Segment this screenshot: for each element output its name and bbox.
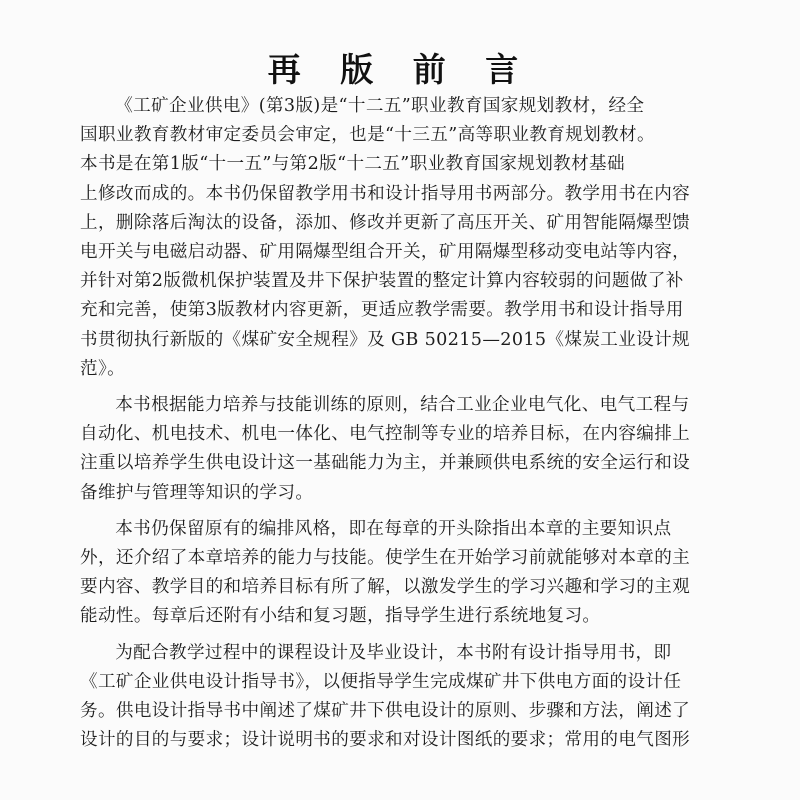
paragraph-4 <box>80 639 740 756</box>
text-line: 自动化、机电技术、机电一体化、电气控制等专业的培养目标，在内容编排上 <box>80 424 691 445</box>
text-line: 要内容、教学目的和培养目标有所了解，以激发学生的学习兴趣和学习的主观 <box>80 577 691 598</box>
text-line: 《工矿企业供电》(第3版)是“十二五”职业教育国家规划教材，经全 <box>115 96 645 116</box>
text-line: 设计的目的与要求；设计说明书的要求和对设计图纸的要求；常用的电气图形 <box>80 730 691 751</box>
text-line: 国职业教育教材审定委员会审定，也是“十三五”高等职业教育规划教材。 <box>80 125 655 146</box>
text-line: 上修改而成的。本书仍保留教学用书和设计指导用书两部分。教学用书在内容 <box>80 183 691 204</box>
paragraph-2 <box>80 391 740 508</box>
text-line: 《工矿企业供电设计指导书》，以便指导学生完成煤矿井下供电方面的设计任 <box>80 671 682 692</box>
text-line: 并针对第2版微机保护装置及井下保护装置的整定计算内容较弱的问题做了补 <box>80 271 684 292</box>
page-title: 再 版 前 言 <box>267 50 533 90</box>
paragraph-3 <box>80 515 740 632</box>
paragraph-1 <box>80 92 740 384</box>
text-line: 备维护与管理等知识的学习。 <box>80 482 314 503</box>
text-line: 务。供电设计指导书中阐述了煤矿井下供电设计的原则、步骤和方法，阐述了 <box>80 701 691 722</box>
text-line: 能动性。每章后还附有小结和复习题，指导学生进行系统地复习。 <box>80 606 601 627</box>
text-line: 本书是在第1版“十一五”与第2版“十二五”职业教育国家规划教材基础 <box>80 154 625 175</box>
text-line: 注重以培养学生供电设计这一基础能力为主，并兼顾供电系统的安全运行和设 <box>80 453 691 474</box>
text-line: 为配合教学过程中的课程设计及毕业设计，本书附有设计指导用书，即 <box>115 642 672 663</box>
text-line: 范》。 <box>80 358 126 379</box>
preface-body <box>80 92 740 762</box>
text-line: 充和完善，使第3版教材内容更新，更适应教学需要。教学用书和设计指导用 <box>80 300 684 321</box>
text-line: 上，删除落后淘汰的设备，添加、修改并更新了高压开关、矿用智能隔爆型馈 <box>80 212 691 233</box>
text-line: 本书仍保留原有的编排风格，即在每章的开头除指出本章的主要知识点 <box>115 518 672 539</box>
text-line: 书贯彻执行新版的《煤矿安全规程》及 GB 50215—2015《煤炭工业设计规 <box>80 329 691 350</box>
text-line: 电开关与电磁启动器、矿用隔爆型组合开关，矿用隔爆型移动变电站等内容， <box>80 242 691 263</box>
text-line: 外，还介绍了本章培养的能力与技能。使学生在开始学习前就能够对本章的主 <box>80 548 691 569</box>
text-line: 本书根据能力培养与技能训练的原则，结合工业企业电气化、电气工程与 <box>115 395 690 416</box>
